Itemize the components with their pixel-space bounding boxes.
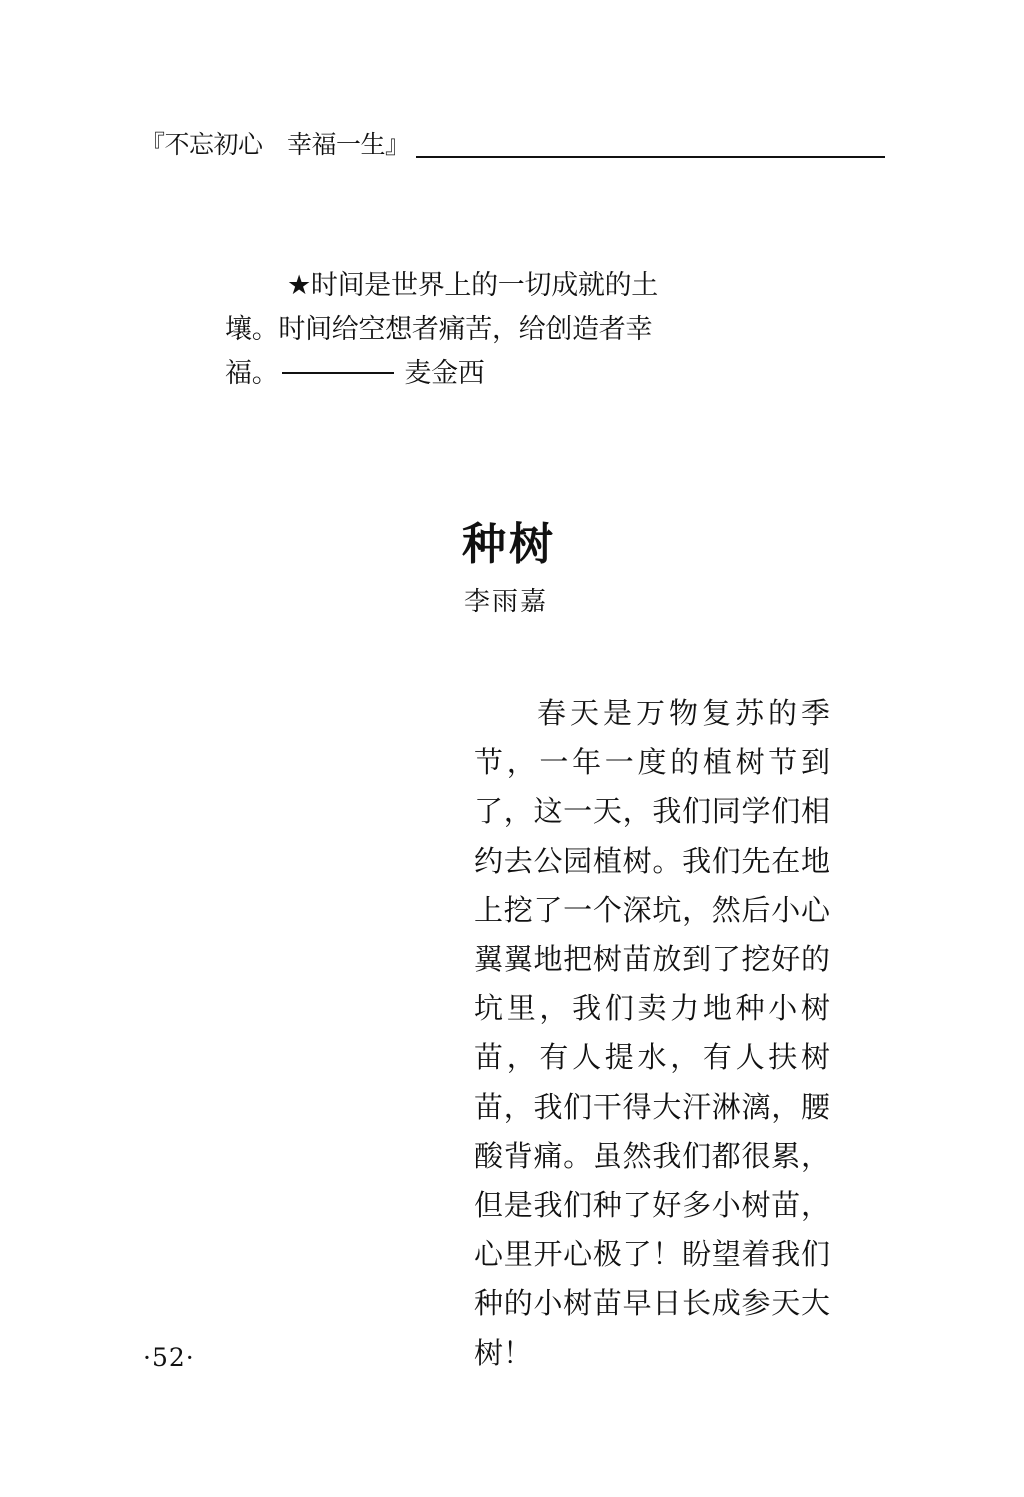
running-header (140, 124, 885, 160)
article-title: 种树 (462, 519, 556, 570)
article-body: 春天是万物复苏的季节，一年一度的植树节到了，这一天，我们同学们相约去公园植树。我们先在地上挖了一个深坑，然后小心翼翼地把树苗放到了挖好的坑里，我们卖力地种小树苗，有人提水，有人扶树苗，我们干得大汗淋漓，腰酸背痛。虽然我们都很累，但是我们种了好多小树苗，心里开心极了！盼望着我们种的小树苗早日长成参天大树！ (474, 696, 830, 1370)
article-author: 李雨嘉 (464, 587, 549, 617)
quote-attribution: 麦金西 (404, 358, 485, 389)
epigraph-quote (225, 264, 695, 396)
page-number: ·52· (143, 1343, 195, 1372)
quote-text: ★时间是世界上的一切成就的土壤。时间给空想者痛苦，给创造者幸福。 (225, 270, 659, 389)
header-rule (416, 156, 885, 158)
attribution-dash (282, 372, 394, 374)
header-title: 『不忘初心 幸福一生』 (140, 130, 410, 159)
